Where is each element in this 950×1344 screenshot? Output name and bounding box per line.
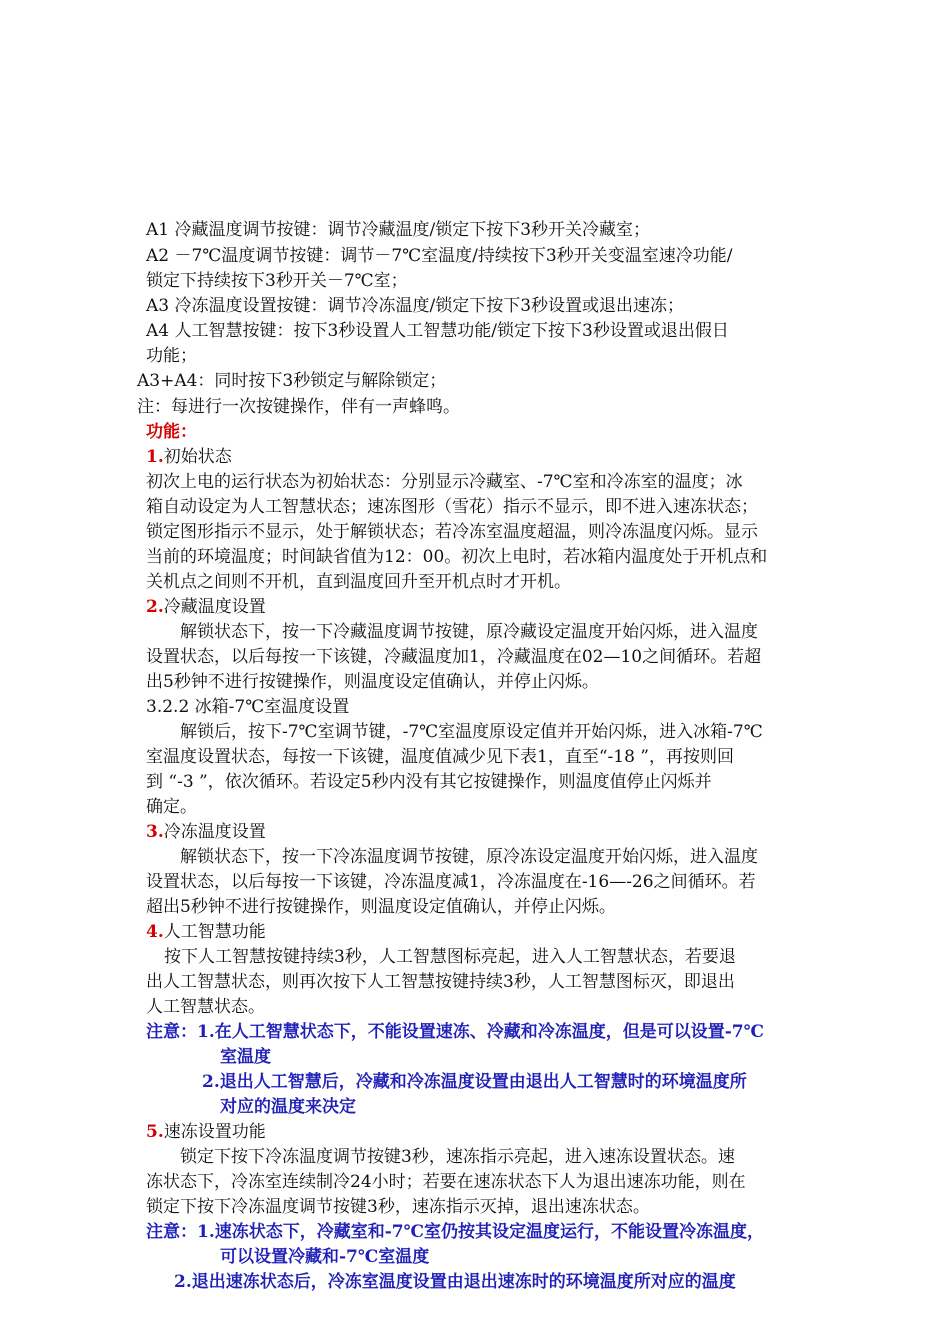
section-322-line: 确定。 xyxy=(146,797,197,817)
section-3-line: 解锁状态下，按一下冷冻温度调节按键，原冷冻设定温度开始闪烁，进入温度 xyxy=(180,847,758,867)
section-5-note: 可以设置冷藏和-7℃室温度 xyxy=(220,1247,430,1267)
section-title: 初始状态 xyxy=(163,447,232,467)
section-number: 5. xyxy=(146,1122,164,1142)
section-4-note: 2.退出人工智慧后，冷藏和冷冻温度设置由退出人工智慧时的环境温度所 xyxy=(202,1072,747,1092)
section-1-line: 初次上电的运行状态为初始状态：分别显示冷藏室、-7℃室和冷冻室的温度；冰 xyxy=(146,472,743,492)
section-3-line: 设置状态，以后每按一下该键，冷冻温度减1，冷冻温度在-16—-26之间循环。若 xyxy=(146,872,756,892)
section-number: 3. xyxy=(146,822,164,842)
section-4-note: 对应的温度来决定 xyxy=(220,1097,356,1117)
section-4-line: 人工智慧状态。 xyxy=(146,997,265,1017)
section-5-line: 冻状态下，冷冻室连续制冷24小时；若要在速冻状态下人为退出速冻功能，则在 xyxy=(146,1172,746,1192)
section-4-note: 注意：1.在人工智慧状态下，不能设置速冻、冷藏和冷冻温度，但是可以设置-7℃ xyxy=(146,1022,764,1042)
section-5-note: 2.退出速冻状态后，冷冻室温度设置由退出速冻时的环境温度所对应的温度 xyxy=(174,1272,736,1292)
key-a2-text-cont: 锁定下持续按下3秒开关－7℃室； xyxy=(146,271,408,291)
key-a3-text: A3 冷冻温度设置按键：调节冷冻温度/锁定下按下3秒设置或退出速冻； xyxy=(146,296,685,316)
section-2-heading xyxy=(146,596,266,618)
section-322-line: 解锁后，按下-7℃室调节键，-7℃室温度原设定值并开始闪烁，进入冰箱-7℃ xyxy=(180,722,763,742)
section-2-line: 解锁状态下，按一下冷藏温度调节按键，原冷藏设定温度开始闪烁，进入温度 xyxy=(180,622,758,642)
section-number: 1. xyxy=(146,447,164,467)
section-322-line: 到 “-3 ”，依次循环。若设定5秒内没有其它按键操作，则温度值停止闪烁并 xyxy=(146,772,712,792)
section-2-line: 出5秒钟不进行按键操作，则温度设定值确认，并停止闪烁。 xyxy=(146,672,599,692)
key-a4-text: A4 人工智慧按键：按下3秒设置人工智慧功能/锁定下按下3秒设置或退出假日 xyxy=(146,321,729,341)
section-number: 4. xyxy=(146,922,164,942)
section-title: 速冻设置功能 xyxy=(163,1122,266,1142)
section-4-note: 室温度 xyxy=(220,1047,271,1067)
section-title: 冷冻温度设置 xyxy=(163,822,266,842)
section-1-heading xyxy=(146,446,232,468)
section-3-heading xyxy=(146,821,266,843)
section-322-line: 室温度设置状态，每按一下该键，温度值减少见下表1，直至“-18 ”，再按则回 xyxy=(146,747,734,767)
key-a4-text-cont: 功能； xyxy=(146,346,197,366)
section-1-line: 锁定图形指示不显示，处于解锁状态；若冷冻室温度超温，则冷冻温度闪烁。显示 xyxy=(146,522,758,542)
section-1-line: 关机点之间则不开机，直到温度回升至开机点时才开机。 xyxy=(146,572,571,592)
section-4-line: 出人工智慧状态，则再次按下人工智慧按键持续3秒，人工智慧图标灭，即退出 xyxy=(146,972,735,992)
section-5-line: 锁定下按下冷冻温度调节按键3秒，速冻指示灭掉，退出速冻状态。 xyxy=(146,1197,650,1217)
section-5-heading xyxy=(146,1121,266,1143)
section-4-heading xyxy=(146,921,266,943)
section-2-line: 设置状态，以后每按一下该键，冷藏温度加1，冷藏温度在02—10之间循环。若超 xyxy=(146,647,762,667)
section-1-line: 当前的环境温度；时间缺省值为12：00。初次上电时，若冰箱内温度处于开机点和 xyxy=(146,547,768,567)
key-a1-text: A1 冷藏温度调节按键：调节冷藏温度/锁定下按下3秒开关冷藏室； xyxy=(146,220,651,240)
section-5-note: 注意：1.速冻状态下，冷藏室和-7℃室仍按其设定温度运行，不能设置冷冻温度， xyxy=(146,1222,764,1242)
section-5-line: 锁定下按下冷冻温度调节按键3秒，速冻指示亮起，进入速冻设置状态。速 xyxy=(180,1147,735,1167)
section-title: 人工智慧功能 xyxy=(163,922,266,942)
section-3-line: 超出5秒钟不进行按键操作，则温度设定值确认，并停止闪烁。 xyxy=(146,897,616,917)
section-1-line: 箱自动设定为人工智慧状态；速冻图形（雪花）指示不显示，即不进入速冻状态； xyxy=(146,497,758,517)
key-a3a4-text: A3+A4：同时按下3秒锁定与解除锁定； xyxy=(137,371,447,391)
section-322-heading: 3.2.2 冰箱-7℃室温度设置 xyxy=(146,697,350,717)
key-a2-text: A2 －7℃温度调节按键：调节－7℃室温度/持续按下3秒开关变温室速冷功能/ xyxy=(146,246,733,266)
section-number: 2. xyxy=(146,597,164,617)
section-4-line: 按下人工智慧按键持续3秒，人工智慧图标亮起，进入人工智慧状态，若要退 xyxy=(164,947,736,967)
functions-heading: 功能： xyxy=(146,422,197,442)
section-title: 冷藏温度设置 xyxy=(163,597,266,617)
key-note: 注：每进行一次按键操作，伴有一声蜂鸣。 xyxy=(137,397,460,417)
